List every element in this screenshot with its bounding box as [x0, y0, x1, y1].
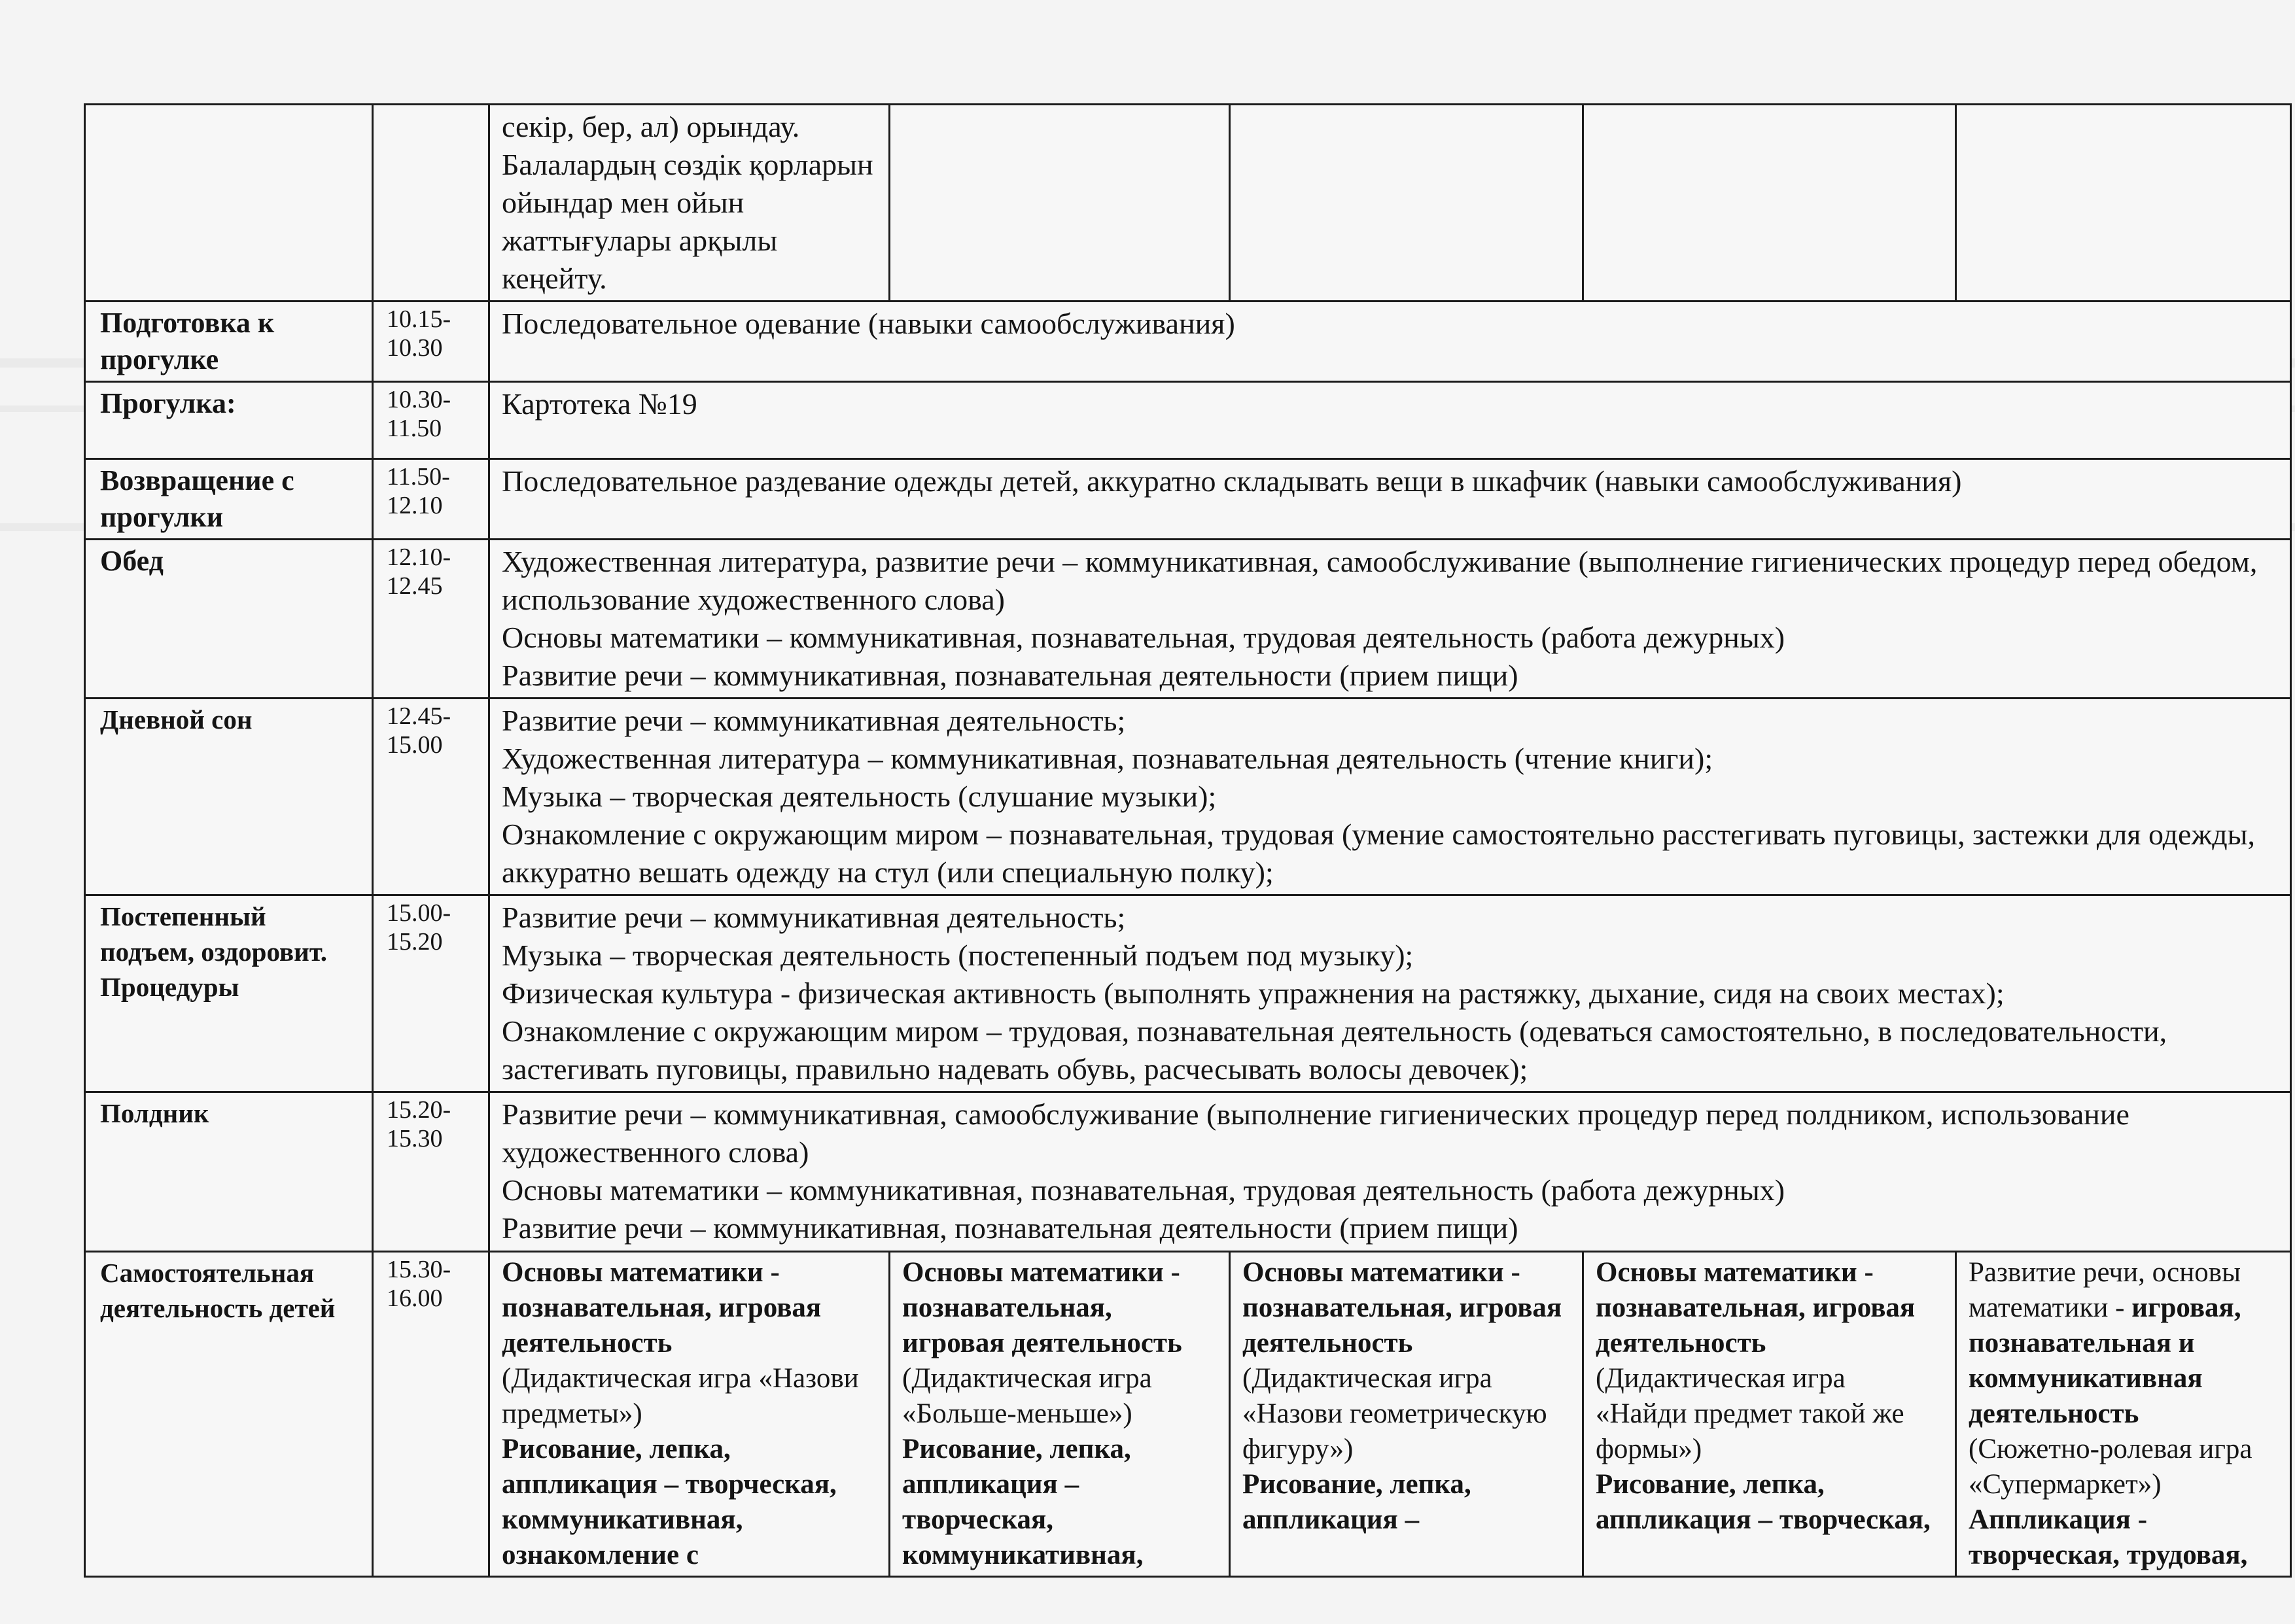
regime-content: [489, 459, 2291, 540]
activity-heading: Аппликация - творческая, трудовая,: [1969, 1504, 2248, 1570]
activity-heading: Рисование, лепка, аппликация – творческая, коммуникативная,: [902, 1434, 1144, 1570]
regime-content: [489, 302, 2291, 382]
content-line: Развитие речи – коммуникативная, самообслуживание (выполнение гигиенических процедур перед полдником, использование художественного слова): [502, 1097, 2129, 1169]
activity-heading: Рисование, лепка, аппликация – творческая, коммуникативная, ознакомление с: [502, 1434, 837, 1570]
regime-label: Постепенный подъем, оздоровит. Процедуры: [85, 895, 373, 1092]
content-line: Музыка – творческая деятельность (постепенный подъем под музыку);: [502, 939, 1414, 972]
content-line: Основы математики – коммуникативная, познавательная, трудовая деятельность (работа дежурных): [502, 1173, 1785, 1207]
table-row: [85, 382, 2291, 459]
content-line: Развитие речи – коммуникативная, познавательная деятельности (прием пищи): [502, 1211, 1518, 1245]
regime-label: Полдник: [85, 1092, 373, 1252]
activity-heading: [1969, 1255, 2278, 1432]
content-line: Физическая культура - физическая активность (выполнять упражнения на растяжку, дыхание, сидя на своих местах);: [502, 976, 2005, 1010]
time-slot: 12.45-15.00: [373, 699, 489, 895]
content-line: Художественная литература, развитие речи – коммуникативная, самообслуживание (выполнение гигиенических процедур перед обедом, использование художественного слова): [502, 545, 2258, 616]
regime-label: Прогулка:: [85, 382, 373, 459]
content-line: Развитие речи – коммуникативная деятельность;: [502, 901, 1126, 934]
time-slot: 10.15-10.30: [373, 302, 489, 382]
regime-label: Подготовка к прогулке: [85, 302, 373, 382]
activity-heading: Основы математики - познавательная, игровая деятельность: [902, 1257, 1182, 1358]
table-row: [85, 895, 2291, 1092]
day-activity-cell: [1583, 1252, 1956, 1577]
kazakh-activity-text: секір, бер, ал) орындау. Балалардың сөздік қорларын ойындар мен ойын жаттығулары арқылы кеңейту.: [489, 105, 890, 302]
regime-label: Возвращение с прогулки: [85, 459, 373, 540]
content-line: Развитие речи – коммуникативная, познавательная деятельности (прием пищи): [502, 659, 1518, 692]
table-row: [85, 1092, 2291, 1252]
time-slot: 11.50-12.10: [373, 459, 489, 540]
time-slot: 12.10-12.45: [373, 540, 489, 699]
activity-game: (Сюжетно-ролевая игра «Супермаркет»): [1969, 1434, 2252, 1500]
activity-type: игровая, познавательная и коммуникативная деятельность: [1969, 1292, 2241, 1429]
regime-content: [489, 1092, 2291, 1252]
activity-heading: Рисование, лепка, аппликация –: [1242, 1469, 1471, 1535]
activity-game: (Дидактическая игра «Больше-меньше»): [902, 1363, 1152, 1429]
regime-content: [489, 699, 2291, 895]
content-line: Основы математики – коммуникативная, познавательная, трудовая деятельность (работа дежурных): [502, 621, 1785, 654]
content-line: Последовательное одевание (навыки самообслуживания): [502, 307, 1235, 340]
activity-subjects: Развитие речи, основы математики -: [1969, 1257, 2241, 1323]
content-line: Ознакомление с окружающим миром – трудовая, познавательная деятельность (одеваться самостоятельно, в последовательности, застегивать пуговицы, правильно надевать обувь, расчесывать волосы девочек);: [502, 1014, 2167, 1086]
activity-heading: Рисование, лепка, аппликация – творческая,: [1596, 1469, 1931, 1535]
table-row: [85, 459, 2291, 540]
content-line: Художественная литература – коммуникативная, познавательная деятельность (чтение книги);: [502, 742, 1713, 775]
table-row: [85, 699, 2291, 895]
content-line: Картотека №19: [502, 387, 697, 421]
empty-cell: [373, 105, 489, 302]
table-row: [85, 540, 2291, 699]
regime-label: Обед: [85, 540, 373, 699]
content-line: Развитие речи – коммуникативная деятельность;: [502, 704, 1126, 737]
regime-content: [489, 895, 2291, 1092]
regime-content: [489, 540, 2291, 699]
empty-cell: [890, 105, 1230, 302]
empty-cell: [1583, 105, 1956, 302]
time-slot: 15.00-15.20: [373, 895, 489, 1092]
daily-schedule-table: [84, 103, 2292, 1578]
regime-label: Дневной сон: [85, 699, 373, 895]
table-row: [85, 105, 2291, 302]
table-row: [85, 1252, 2291, 1577]
content-line: Ознакомление с окружающим миром – познавательная, трудовая (умение самостоятельно расстегивать пуговицы, застежки для одежды, аккуратно вешать одежду на стул (или специальную полку);: [502, 818, 2256, 889]
time-slot: 10.30-11.50: [373, 382, 489, 459]
activity-game: (Дидактическая игра «Найди предмет такой же формы»): [1596, 1363, 1904, 1464]
content-line: Последовательное раздевание одежды детей, аккуратно складывать вещи в шкафчик (навыки самообслуживания): [502, 464, 1962, 498]
activity-game: (Дидактическая игра «Назови геометрическую фигуру»): [1242, 1363, 1547, 1464]
activity-heading: Основы математики - познавательная, игровая деятельность: [1242, 1257, 1562, 1358]
activity-game: (Дидактическая игра «Назови предметы»): [502, 1363, 859, 1429]
day-activity-cell: [1956, 1252, 2291, 1577]
time-slot: 15.30-16.00: [373, 1252, 489, 1577]
table-row: [85, 302, 2291, 382]
time-slot: 15.20-15.30: [373, 1092, 489, 1252]
day-activity-cell: [1230, 1252, 1583, 1577]
day-activity-cell: [489, 1252, 890, 1577]
regime-content: [489, 382, 2291, 459]
empty-cell: [1230, 105, 1583, 302]
activity-heading: Основы математики - познавательная, игровая деятельность: [1596, 1257, 1916, 1358]
empty-cell: [85, 105, 373, 302]
regime-label: Самостоятельная деятельность детей: [85, 1252, 373, 1577]
day-activity-cell: [890, 1252, 1230, 1577]
empty-cell: [1956, 105, 2291, 302]
activity-heading: Основы математики - познавательная, игровая деятельность: [502, 1257, 822, 1358]
content-line: Музыка – творческая деятельность (слушание музыки);: [502, 780, 1217, 813]
